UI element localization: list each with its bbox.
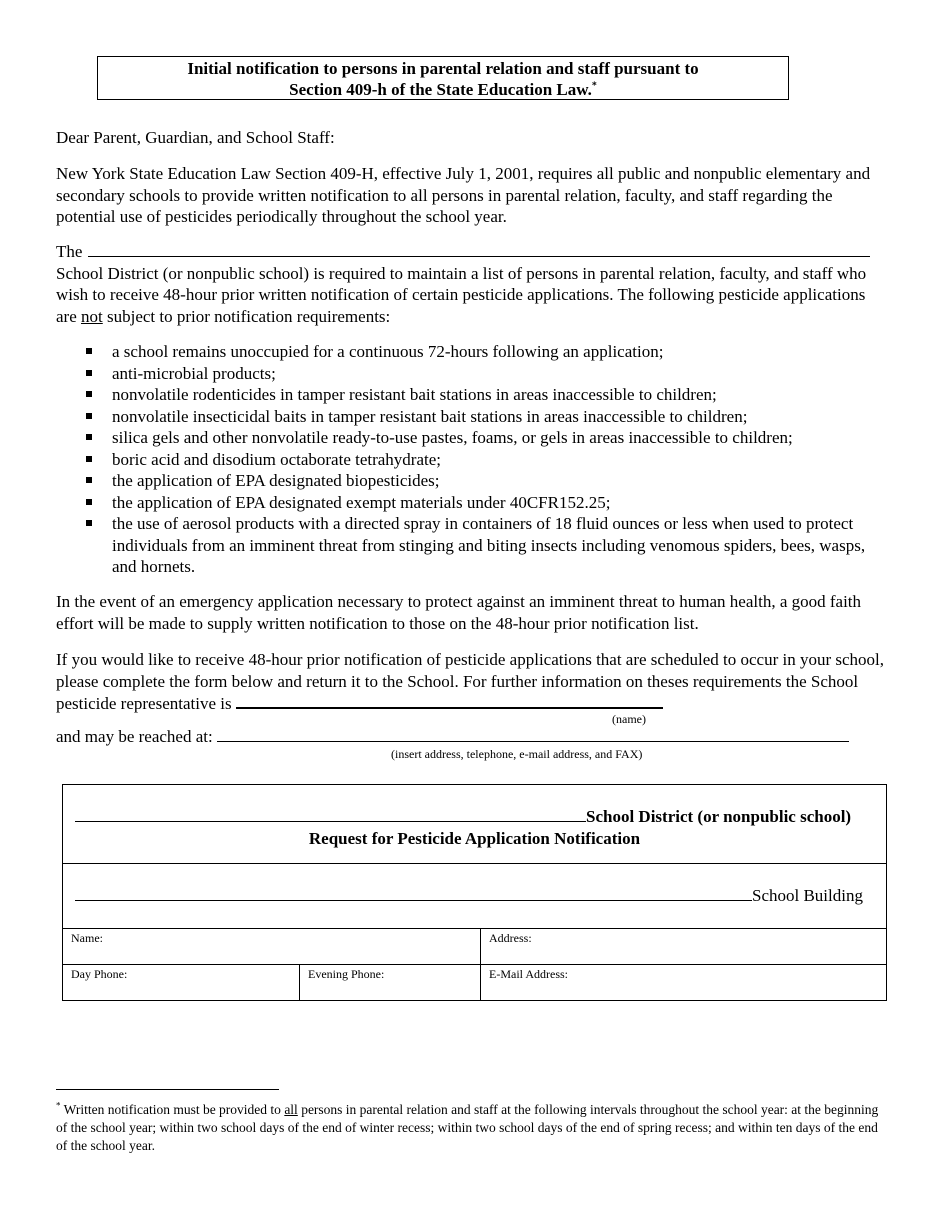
evening-phone-cell[interactable] bbox=[300, 965, 481, 1000]
footnote-mark: * bbox=[56, 1100, 61, 1111]
bullet-square-icon bbox=[86, 456, 92, 462]
reach-line bbox=[56, 726, 890, 748]
district-text-before: School District (or nonpublic school) is required to maintain a list of persons in parental relation, faculty, and staff who wish to receive 48-hour prior written notification of certain pesticide applications. The following pesticide applications are bbox=[56, 263, 867, 326]
day-phone-cell[interactable] bbox=[63, 965, 300, 1000]
district-paragraph bbox=[56, 241, 890, 327]
bullet-square-icon bbox=[86, 477, 92, 483]
address-cell[interactable] bbox=[481, 929, 886, 965]
greeting: Dear Parent, Guardian, and School Staff: bbox=[56, 128, 335, 147]
district-label: School District (or nonpublic school) bbox=[586, 807, 852, 826]
district-field bbox=[75, 806, 885, 827]
footnote-text-after: persons in parental relation and staff at the following intervals throughout the school year: at the beginning of the school year; within two school days of the end of winter recess; within two school days of the end of spring recess; and within ten days of the end of the school year. bbox=[56, 1102, 879, 1153]
list-item-text: boric acid and disodium octaborate tetrahydrate; bbox=[112, 449, 442, 469]
bullet-square-icon bbox=[86, 370, 92, 376]
name-caption: (name) bbox=[612, 712, 646, 726]
list-item-text: a school remains unoccupied for a continuous 72-hours following an application; bbox=[112, 342, 664, 361]
building-field bbox=[75, 885, 885, 906]
contact-info-blank[interactable] bbox=[217, 726, 849, 742]
contact-caption: (insert address, telephone, e-mail address, and FAX) bbox=[391, 747, 643, 761]
district-lead: The bbox=[56, 242, 83, 261]
bullet-square-icon bbox=[86, 434, 92, 440]
list-item bbox=[56, 406, 890, 428]
form-header bbox=[63, 785, 886, 864]
bullet-square-icon bbox=[86, 413, 92, 419]
request-text: If you would like to receive 48-hour prior notification of pesticide applications that are scheduled to occur in your school, please complete the form below and return it to the School. For further information on theses requirements the School pesticide representative is bbox=[56, 650, 885, 713]
school-building-field[interactable] bbox=[75, 885, 752, 901]
representative-name-blank[interactable] bbox=[236, 692, 663, 709]
list-item bbox=[56, 363, 890, 385]
list-item-text: the application of EPA designated exempt materials under 40CFR152.25; bbox=[112, 492, 611, 512]
name-cell[interactable] bbox=[63, 929, 481, 965]
exemption-list bbox=[56, 341, 890, 578]
list-item bbox=[56, 513, 890, 578]
all-word: all bbox=[284, 1102, 298, 1117]
list-item bbox=[56, 492, 890, 514]
list-item-text: nonvolatile rodenticides in tamper resistant bait stations in areas inaccessible to children; bbox=[112, 385, 717, 404]
list-item bbox=[56, 449, 890, 471]
footnote bbox=[56, 1101, 886, 1155]
reach-label: and may be reached at: bbox=[56, 727, 213, 746]
district-text-after: subject to prior notification requirements: bbox=[107, 306, 391, 326]
list-item-text: nonvolatile insecticidal baits in tamper resistant bait stations in areas inaccessible to children; bbox=[112, 406, 748, 426]
list-item bbox=[56, 427, 890, 449]
title-box bbox=[97, 56, 789, 100]
building-label: School Building bbox=[752, 886, 863, 905]
not-word: not bbox=[81, 306, 103, 326]
day-phone-label: Day Phone: bbox=[71, 967, 128, 981]
title-line-2 bbox=[98, 79, 788, 100]
footnote-divider bbox=[56, 1089, 279, 1090]
list-item bbox=[56, 384, 890, 406]
title-line-1: Initial notification to persons in parental relation and staff pursuant to bbox=[187, 59, 699, 78]
building-section bbox=[63, 863, 886, 929]
form-title: Request for Pesticide Application Notification bbox=[308, 829, 641, 848]
list-item-text: the use of aerosol products with a directed spray in containers of 18 fluid ounces or less when used to protect individuals from an imminent threat from stinging and biting insects including venomous spiders, bees, wasps, and hornets. bbox=[112, 514, 866, 576]
bullet-square-icon bbox=[86, 391, 92, 397]
list-item-text: anti-microbial products; bbox=[112, 363, 276, 383]
bullet-square-icon bbox=[86, 499, 92, 505]
request-form bbox=[62, 784, 887, 1001]
title-footnote-mark: * bbox=[591, 80, 597, 92]
bullet-square-icon bbox=[86, 520, 92, 526]
list-item bbox=[56, 470, 890, 492]
address-label: Address: bbox=[489, 931, 532, 945]
request-paragraph bbox=[56, 649, 890, 715]
email-cell[interactable] bbox=[481, 965, 886, 1000]
name-label: Name: bbox=[71, 931, 103, 945]
title-line-2-text: Section 409-h of the State Education Law. bbox=[289, 80, 592, 99]
bullet-square-icon bbox=[86, 348, 92, 354]
district-name-field[interactable] bbox=[75, 806, 586, 822]
intro-paragraph: New York State Education Law Section 409-H, effective July 1, 2001, requires all public and nonpublic elementary and secondary schools to provide written notification to all persons in parental relation, faculty, and staff regarding the potential use of pesticides periodically throughout the school year. bbox=[56, 164, 871, 226]
email-label: E-Mail Address: bbox=[489, 967, 568, 981]
emergency-paragraph: In the event of an emergency application necessary to protect against an imminent threat to human health, a good faith effort will be made to supply written notification to those on the 48-hour prior notification list. bbox=[56, 592, 862, 633]
footnote-text-before: Written notification must be provided to bbox=[63, 1102, 281, 1117]
list-item-text: silica gels and other nonvolatile ready-to-use pastes, foams, or gels in areas inaccessible to children; bbox=[112, 428, 793, 447]
list-item bbox=[56, 341, 890, 363]
list-item-text: the application of EPA designated biopesticides; bbox=[112, 471, 440, 490]
evening-phone-label: Evening Phone: bbox=[308, 967, 385, 981]
district-name-blank[interactable] bbox=[88, 241, 870, 257]
